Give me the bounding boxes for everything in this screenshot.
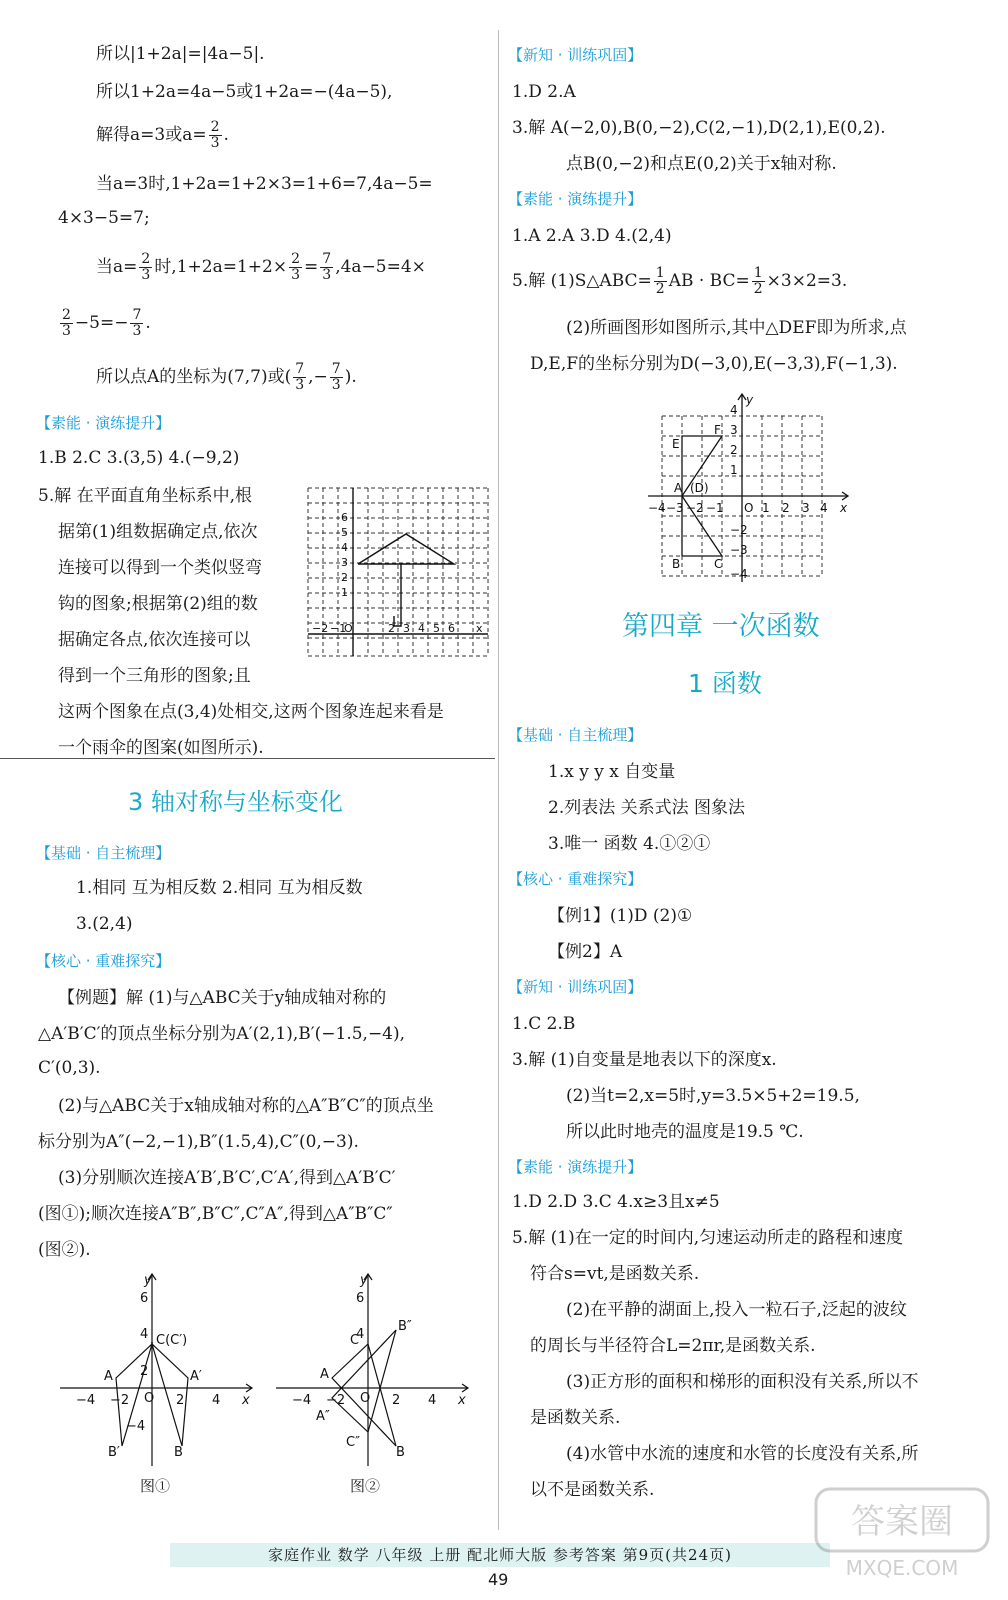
- svg-text:MXQE.COM: MXQE.COM: [845, 1556, 959, 1580]
- text-line: 当a= $\frac{2}{3}$ 时,1+2a=1+2× $\frac{2}{3}$ = $\frac{7}{3}$ ,4a−5=4×: [96, 251, 426, 283]
- page-footer: 家庭作业 数学 八年级 上册 配北师大版 参考答案 第9页(共24页): [170, 1543, 830, 1567]
- svg-text:2: 2: [392, 1393, 401, 1408]
- text-line: 解得a=3或a= $\frac{2}{3}$ .: [96, 119, 229, 151]
- text-line: 3.(2,4): [76, 914, 133, 934]
- text-line: D,E,F的坐标分别为D(−3,0),E(−3,3),F(−1,3).: [530, 354, 898, 374]
- text-line: 【例2】A: [548, 942, 623, 962]
- text-line: 当a=3时,1+2a=1+2×3=1+6=7,4a−5=: [96, 174, 433, 194]
- watermark-logo: [812, 1485, 992, 1585]
- umbrella-grid-figure: [306, 486, 490, 660]
- svg-text:6: 6: [448, 622, 455, 635]
- text-line: 5.解 (1)S△ABC= $\frac{1}{2}$ AB · BC= $\frac{1}{2}$ ×3×2=3.: [512, 265, 848, 297]
- svg-text:3: 3: [802, 501, 810, 515]
- svg-text:6: 6: [356, 1291, 365, 1306]
- text-line: 据第(1)组数据确定点,依次: [58, 522, 258, 542]
- svg-text:4: 4: [730, 403, 738, 417]
- svg-text:x: x: [242, 1393, 250, 1408]
- text-line: (3)分别顺次连接A′B′,B′C′,C′A′,得到△A′B′C′: [58, 1168, 396, 1188]
- text-line: 一个雨伞的图案(如图所示).: [58, 738, 264, 758]
- text-line: 所以点A的坐标为(7,7)或( $\frac{7}{3}$ ,− $\frac{7}{3}$ ).: [96, 361, 357, 393]
- section-tag: 【新知 · 训练巩固】: [508, 46, 643, 64]
- text-line: 3.解 A(−2,0),B(0,−2),C(2,−1),D(2,1),E(0,2).: [512, 118, 886, 138]
- text-line: 钩的图象;根据第(2)组的数: [58, 594, 258, 614]
- svg-text:3: 3: [403, 622, 410, 635]
- svg-text:6: 6: [341, 511, 348, 524]
- text-line: 标分别为A″(−2,−1),B″(1.5,4),C″(0,−3).: [38, 1132, 359, 1152]
- text-line: 5.解 (1)在一定的时间内,匀速运动所走的路程和速度: [512, 1228, 904, 1248]
- svg-text:A: A: [104, 1369, 113, 1384]
- svg-text:4: 4: [356, 1327, 365, 1342]
- svg-text:B: B: [396, 1445, 405, 1460]
- text-line: 所以1+2a=4a−5或1+2a=−(4a−5),: [96, 82, 393, 102]
- svg-text:−3: −3: [730, 543, 748, 557]
- svg-text:4: 4: [418, 622, 425, 635]
- text-line: 这两个图象在点(3,4)处相交,这两个图象连起来看是: [58, 702, 444, 722]
- text-line: 1.C 2.B: [512, 1014, 576, 1034]
- svg-text:2: 2: [388, 622, 395, 635]
- svg-text:y: y: [360, 1273, 368, 1288]
- text-line: 得到一个三角形的图象;且: [58, 666, 251, 686]
- svg-text:−4: −4: [730, 567, 748, 581]
- section-tag: 【新知 · 训练巩固】: [508, 978, 643, 996]
- svg-text:−4: −4: [126, 1419, 146, 1434]
- figure-1-axes: [56, 1270, 256, 1470]
- svg-text:2: 2: [730, 443, 738, 457]
- svg-text:B: B: [672, 557, 681, 571]
- svg-text:x: x: [840, 501, 848, 515]
- svg-text:C: C: [350, 1333, 360, 1348]
- svg-text:−4: −4: [648, 501, 666, 515]
- svg-text:−1: −1: [706, 501, 724, 515]
- text-line: 1.相同 互为相反数 2.相同 互为相反数: [76, 878, 363, 898]
- svg-text:B′: B′: [108, 1445, 120, 1460]
- text-line: (2)与△ABC关于x轴成轴对称的△A″B″C″的顶点坐: [58, 1096, 434, 1116]
- svg-text:2: 2: [782, 501, 790, 515]
- svg-text:2: 2: [140, 1364, 149, 1379]
- svg-text:4: 4: [341, 541, 348, 554]
- text-line: 1.x y y x 自变量: [548, 762, 676, 782]
- text-line: 5.解 在平面直角坐标系中,根: [38, 486, 253, 506]
- figure-caption: 图②: [350, 1477, 381, 1495]
- column-divider: [498, 30, 499, 1530]
- text-line: 【例题】解 (1)与△ABC关于y轴成轴对称的: [58, 988, 387, 1008]
- svg-text:−1: −1: [330, 622, 347, 635]
- section-tag: 【素能 · 演练提升】: [508, 1158, 643, 1176]
- svg-text:O: O: [144, 1391, 155, 1406]
- svg-text:E: E: [672, 437, 680, 451]
- text-line: (2)当t=2,x=5时,y=3.5×5+2=19.5,: [566, 1086, 860, 1106]
- svg-text:O: O: [344, 622, 353, 635]
- svg-text:答案圈: 答案圈: [851, 1502, 953, 1542]
- svg-text:−4: −4: [76, 1393, 96, 1408]
- section-title: 1 函数: [688, 669, 762, 698]
- svg-text:4: 4: [212, 1393, 221, 1408]
- text-line: (3)正方形的面积和梯形的面积没有关系,所以不: [566, 1372, 919, 1392]
- section-tag: 【素能 · 演练提升】: [508, 190, 643, 208]
- text-line: 所以|1+2a|=|4a−5|.: [96, 44, 265, 64]
- page-number: 49: [488, 1570, 509, 1589]
- svg-text:1: 1: [762, 501, 770, 515]
- section-tag: 【基础 · 自主梳理】: [36, 844, 171, 862]
- svg-text:B: B: [174, 1445, 183, 1460]
- svg-text:x: x: [458, 1393, 466, 1408]
- svg-text:C″: C″: [346, 1435, 360, 1450]
- svg-text:4: 4: [820, 501, 828, 515]
- text-line: 1.D 2.A: [512, 82, 576, 102]
- section-tag: 【核心 · 重难探究】: [36, 952, 171, 970]
- svg-text:−2: −2: [730, 523, 748, 537]
- svg-text:B″: B″: [398, 1319, 412, 1334]
- text-line: 据确定各点,依次连接可以: [58, 630, 251, 650]
- svg-text:5: 5: [433, 622, 440, 635]
- svg-text:5: 5: [341, 526, 348, 539]
- svg-text:4: 4: [140, 1327, 149, 1342]
- text-line: 3.解 (1)自变量是地表以下的深度x.: [512, 1050, 777, 1070]
- text-line: 【例1】(1)D (2)①: [548, 906, 693, 926]
- text-line: 4×3−5=7;: [58, 208, 150, 228]
- section-tag: 【基础 · 自主梳理】: [508, 726, 643, 744]
- svg-text:−2: −2: [312, 622, 329, 635]
- svg-text:3: 3: [730, 423, 738, 437]
- svg-text:A″: A″: [316, 1409, 330, 1424]
- text-line: 是函数关系.: [530, 1408, 621, 1428]
- svg-text:A: A: [674, 481, 683, 495]
- text-line: $\frac{2}{3}$ −5=− $\frac{7}{3}$ .: [62, 307, 151, 339]
- svg-text:−2: −2: [110, 1393, 130, 1408]
- svg-text:2: 2: [176, 1393, 185, 1408]
- section-tag: 【核心 · 重难探究】: [508, 870, 643, 888]
- svg-text:1: 1: [730, 463, 738, 477]
- text-line: (4)水管中水流的速度和水管的长度没有关系,所: [566, 1444, 919, 1464]
- svg-text:−2: −2: [326, 1393, 346, 1408]
- text-line: 所以此时地壳的温度是19.5 ℃.: [566, 1122, 804, 1142]
- svg-text:(D): (D): [690, 481, 709, 495]
- text-line: 1.A 2.A 3.D 4.(2,4): [512, 226, 672, 246]
- svg-text:A′: A′: [190, 1369, 202, 1384]
- svg-text:x: x: [476, 622, 483, 635]
- text-line: 3.唯一 函数 4.①②①: [548, 834, 711, 854]
- svg-text:1: 1: [341, 586, 348, 599]
- text-line: △A′B′C′的顶点坐标分别为A′(2,1),B′(−1.5,−4),: [38, 1024, 406, 1044]
- section-title: 3 轴对称与坐标变化: [128, 788, 343, 816]
- text-line: (图②).: [38, 1240, 91, 1260]
- svg-text:y: y: [746, 393, 754, 407]
- svg-text:6: 6: [140, 1291, 149, 1306]
- svg-text:C(C′): C(C′): [156, 1333, 188, 1348]
- svg-text:C: C: [714, 557, 723, 571]
- text-line: 的周长与半径符合L=2πr,是函数关系.: [530, 1336, 816, 1356]
- svg-text:−3: −3: [666, 501, 684, 515]
- svg-text:2: 2: [341, 571, 348, 584]
- svg-text:F: F: [714, 423, 721, 437]
- section-tag: 【素能 · 演练提升】: [36, 414, 171, 432]
- text-line: (2)在平静的湖面上,投入一粒石子,泛起的波纹: [566, 1300, 907, 1320]
- svg-text:−2: −2: [686, 501, 704, 515]
- text-line: 1.B 2.C 3.(3,5) 4.(−9,2): [38, 448, 240, 468]
- text-line: 2.列表法 关系式法 图象法: [548, 798, 746, 818]
- svg-text:O: O: [744, 501, 754, 515]
- figure-2-axes: [272, 1270, 472, 1470]
- text-line: 连接可以得到一个类似竖弯: [58, 558, 262, 578]
- text-line: 点B(0,−2)和点E(0,2)关于x轴对称.: [566, 154, 837, 174]
- def-grid-figure: [644, 392, 852, 584]
- figure-caption: 图①: [140, 1477, 171, 1495]
- svg-text:3: 3: [341, 556, 348, 569]
- text-line: 1.D 2.D 3.C 4.x≥3且x≠5: [512, 1192, 720, 1212]
- divider: [0, 758, 495, 759]
- svg-text:y: y: [144, 1273, 152, 1288]
- svg-text:−4: −4: [292, 1393, 312, 1408]
- chapter-title: 第四章 一次函数: [622, 611, 820, 642]
- svg-text:4: 4: [428, 1393, 437, 1408]
- text-line: (图①);顺次连接A″B″,B″C″,C″A″,得到△A″B″C″: [38, 1204, 393, 1224]
- svg-text:A: A: [320, 1367, 329, 1382]
- text-line: C′(0,3).: [38, 1058, 101, 1078]
- svg-text:O: O: [360, 1391, 371, 1406]
- text-line: 以不是函数关系.: [530, 1480, 655, 1500]
- text-line: 符合s=vt,是函数关系.: [530, 1264, 700, 1284]
- text-line: (2)所画图形如图所示,其中△DEF即为所求,点: [566, 318, 907, 338]
